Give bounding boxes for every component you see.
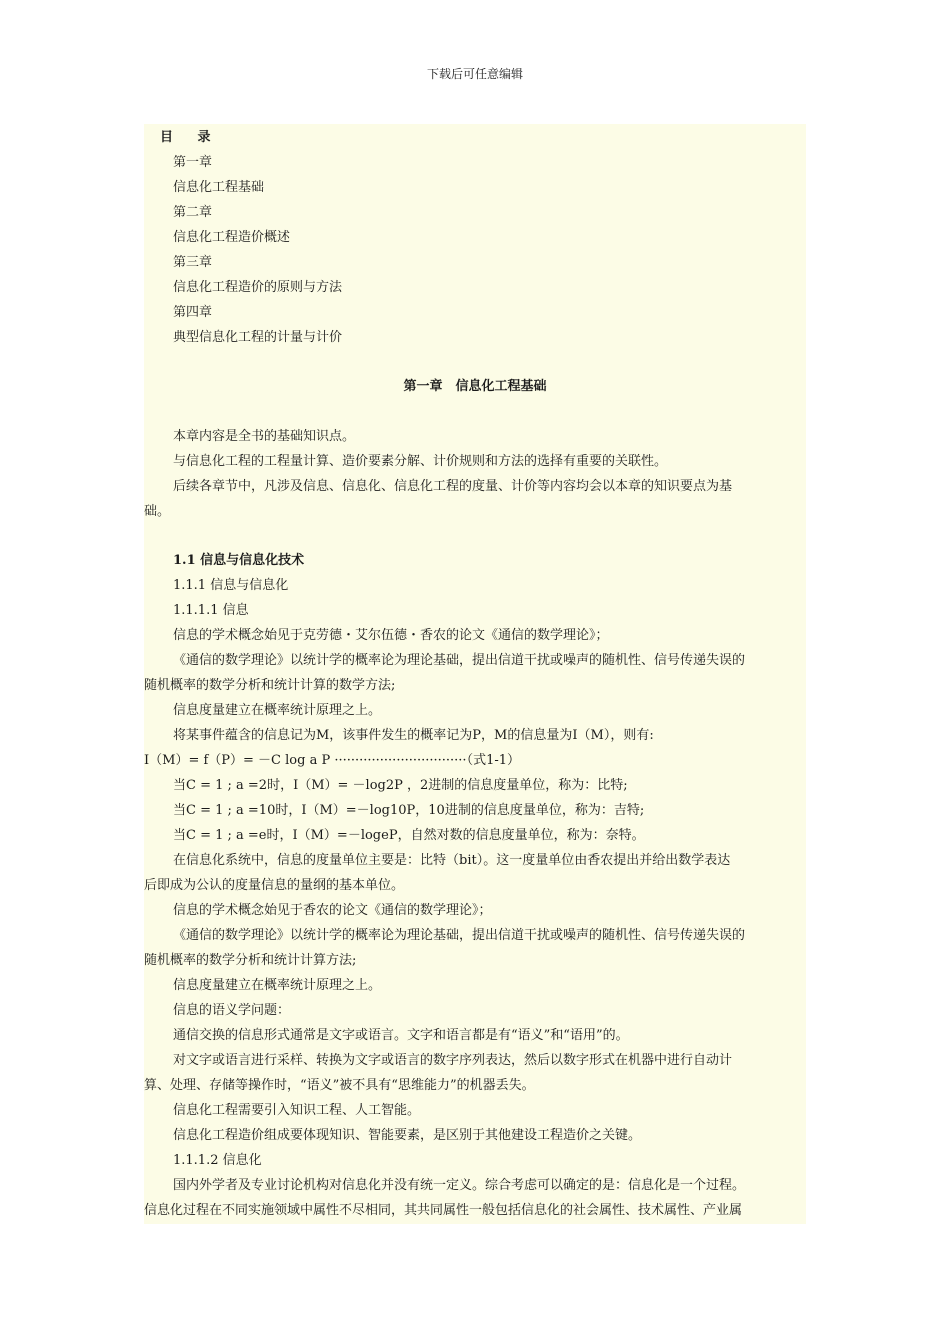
paragraph-line: 后续各章节中，凡涉及信息、信息化、信息化工程的度量、计价等内容均会以本章的知识要点为基 — [173, 479, 733, 494]
paragraph-line: 信息的语义学问题： — [173, 1003, 291, 1018]
paragraph-line: 当C = 1 ; a =10时，I（M）=－log10P，10进制的信息度量单位，称为：吉特; — [173, 803, 645, 818]
paragraph-line: 本章内容是全书的基础知识点。 — [173, 429, 356, 444]
formula-line: I（M）= f（P）= －C log a P ································（式1-1） — [144, 753, 521, 768]
paragraph-line: 通信交换的信息形式通常是文字或语言。文字和语言都是有“语义”和“语用”的。 — [173, 1028, 629, 1043]
paragraph-line: 算、处理、存储等操作时，“语义”被不具有“思维能力”的机器丢失。 — [144, 1078, 535, 1093]
subsection-heading: 1.1.1 信息与信息化 — [173, 578, 289, 593]
subsection-heading: 1.1.1.1 信息 — [173, 603, 249, 618]
paragraph-line: 在信息化系统中，信息的度量单位主要是：比特（bit）。这一度量单位由香农提出并给出数学表达 — [173, 853, 731, 868]
toc-item: 信息化工程基础 — [173, 180, 265, 195]
toc-item: 典型信息化工程的计量与计价 — [173, 330, 343, 345]
section-heading: 1.1 信息与信息化技术 — [173, 553, 305, 568]
toc-item: 第三章 — [173, 255, 213, 270]
paragraph-line: 信息的学术概念始见于克劳德・艾尔伍德・香农的论文《通信的数学理论》； — [173, 628, 609, 643]
paragraph-line: 当C = 1 ; a =2时，I（M）= －log2P ，2进制的信息度量单位，称为：比特; — [173, 778, 628, 793]
paragraph-line: 础。 — [144, 504, 171, 519]
toc-item: 信息化工程造价概述 — [173, 230, 291, 245]
toc-item: 信息化工程造价的原则与方法 — [173, 280, 343, 295]
paragraph-line: 随机概率的数学分析和统计计算方法; — [144, 953, 357, 968]
toc-item: 第一章 — [173, 155, 213, 170]
paragraph-line: 信息度量建立在概率统计原理之上。 — [173, 703, 382, 718]
paragraph-line: 国内外学者及专业讨论机构对信息化并没有统一定义。综合考虑可以确定的是：信息化是一个过程。 — [173, 1178, 746, 1193]
paragraph-line: 随机概率的数学分析和统计计算的数学方法; — [144, 678, 396, 693]
paragraph-line: 后即成为公认的度量信息的量纲的基本单位。 — [144, 878, 405, 893]
page-header: 下载后可任意编辑 — [426, 67, 523, 81]
paragraph-line: 信息化过程在不同实施领域中属性不尽相同，其共同属性一般包括信息化的社会属性、技术属性、产业属 — [144, 1203, 743, 1218]
paragraph-line: 对文字或语言进行采样、转换为文字或语言的数字序列表达，然后以数字形式在机器中进行自动计 — [173, 1053, 733, 1068]
document-body — [144, 124, 806, 1224]
paragraph-line: 将某事件蕴含的信息记为M，该事件发生的概率记为P，M的信息量为I（M），则有: — [173, 728, 654, 743]
toc-item: 第二章 — [173, 205, 213, 220]
toc-title: 目 录 — [160, 130, 221, 145]
paragraph-line: 《通信的数学理论》以统计学的概率论为理论基础，提出信道干扰或噪声的随机性、信号传递失误的 — [173, 653, 746, 668]
paragraph-line: 信息化工程需要引入知识工程、人工智能。 — [173, 1103, 421, 1118]
toc-item: 第四章 — [173, 305, 213, 320]
paragraph-line: 信息度量建立在概率统计原理之上。 — [173, 978, 382, 993]
paragraph-line: 《通信的数学理论》以统计学的概率论为理论基础，提出信道干扰或噪声的随机性、信号传递失误的 — [173, 928, 746, 943]
paragraph-line: 与信息化工程的工程量计算、造价要素分解、计价规则和方法的选择有重要的关联性。 — [173, 454, 668, 469]
paragraph-line: 信息化工程造价组成要体现知识、智能要素，是区别于其他建设工程造价之关键。 — [173, 1128, 642, 1143]
paragraph-line: 当C = 1 ; a =e时，I（M）=－logeP，自然对数的信息度量单位，称为：奈特。 — [173, 828, 645, 843]
chapter-title: 第一章 信息化工程基础 — [403, 379, 547, 394]
subsection-heading: 1.1.1.2 信息化 — [173, 1153, 262, 1168]
paragraph-line: 信息的学术概念始见于香农的论文《通信的数学理论》； — [173, 903, 492, 918]
